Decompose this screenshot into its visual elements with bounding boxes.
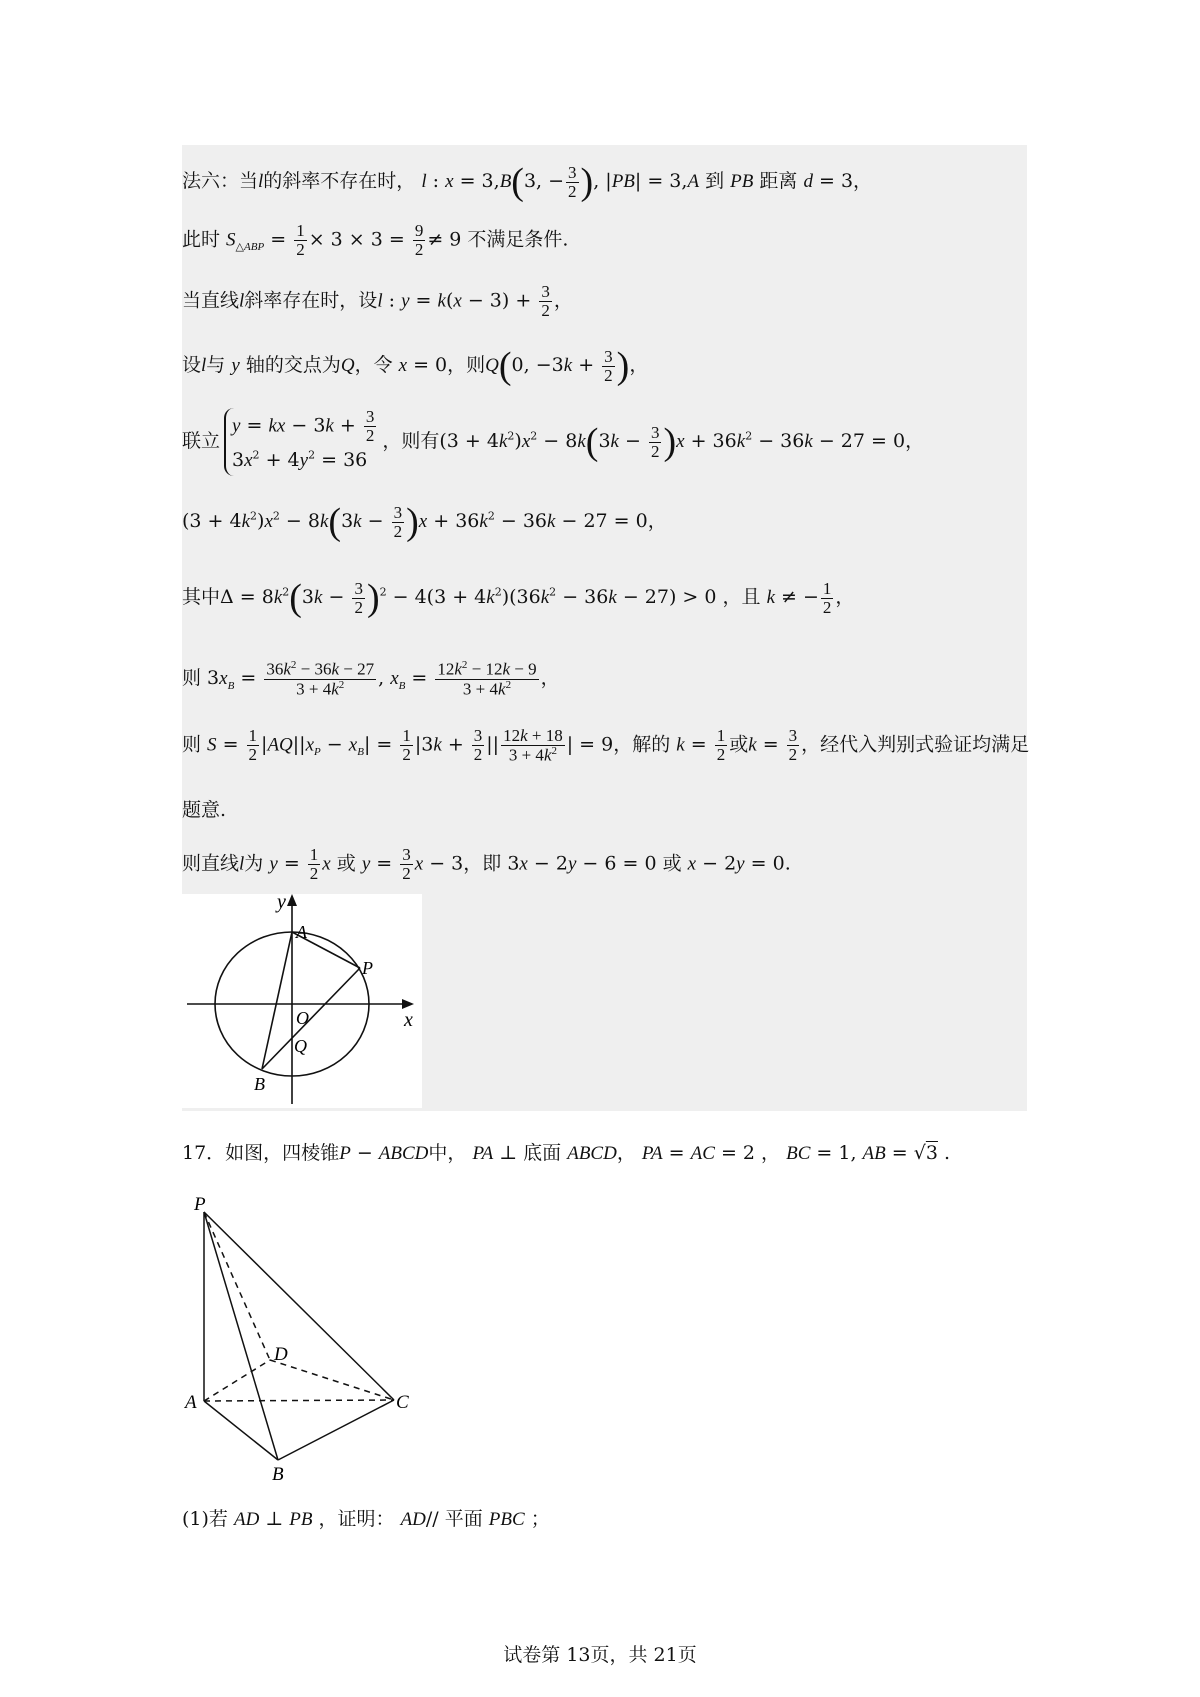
solution-line-8: 则 $3x_B$ = $\frac{36k^2 - 36k - 27}{3 + 4k^2}$ , $x_B$ = $\frac{12k^2 - 12k - 9}{3 + 4k^2}$ ， bbox=[182, 659, 560, 699]
solution-line-4: 设l与 y 轴的交点为Q，令 x = 0，则Q(0, −3k + $\frac{3}{2}$ )， bbox=[182, 345, 649, 387]
label-d: D bbox=[274, 1344, 288, 1365]
edge-pd bbox=[204, 1212, 270, 1360]
solution-line-3: 当直线l斜率存在时，设l : y = k(x − 3) + $\frac{3}{2}$ ， bbox=[182, 282, 573, 320]
solution-line-2: 此时 $S_{\triangle ABP}$ = $\frac{1}{2}$ × 3 × 3 = $\frac{9}{2}$ ≠ 9 不满足条件. bbox=[182, 221, 569, 259]
label-a: A bbox=[185, 1392, 197, 1413]
label-y: y bbox=[277, 894, 286, 913]
edge-ab bbox=[204, 1401, 278, 1460]
solution-line-9: 则 S = $\frac{1}{2}$ $|AQ||x_P - x_B|$ = $\frac{1}{2}$ |3k + $\frac{3}{2}$ || $\frac{12k + 18}{3 + 4k^2}$ | = 9，解的 k = $\frac{1}{2}$ 或k = $\frac{3}{2}$ ，经代入判别式验证均满足 bbox=[182, 726, 1030, 765]
label-c: C bbox=[396, 1392, 409, 1413]
solution-line-10: 题意. bbox=[182, 799, 227, 821]
problem-17-stem: 17．如图，四棱锥P − ABCD中， PA ⊥ 底面 ABCD， PA = AC = 2 ， BC = 1, AB = √3 . bbox=[182, 1142, 951, 1164]
equation-system: y = kx − 3k + $\frac{3}{2}$ $3x^2 + 4y^2 = 36$ bbox=[224, 408, 378, 476]
label-p: P bbox=[362, 958, 373, 978]
edge-ac bbox=[204, 1400, 394, 1401]
label-a: A bbox=[296, 922, 307, 942]
label-p: P bbox=[194, 1194, 206, 1215]
edge-dc bbox=[270, 1360, 394, 1400]
label-q: Q bbox=[294, 1036, 307, 1056]
solution-line-7: 其中$\Delta = 8k^2(3k$ − $\frac{3}{2}$ )$^2 - 4(3 + 4k^2)(36k^2 - 36k - 27) > 0$ ，且 k ≠ − $\frac{1}{2}$ ， bbox=[182, 577, 855, 619]
ellipse-figure bbox=[182, 894, 422, 1108]
page-footer: 试卷第 13页，共 21页 bbox=[503, 1644, 697, 1666]
label-b: B bbox=[254, 1074, 265, 1094]
problem-17-part-1: (1)若 AD ⊥ PB ，证明： AD// 平面 PBC ； bbox=[182, 1508, 550, 1530]
edge-bc bbox=[278, 1400, 394, 1460]
solution-line-6: $(3 + 4k^2)x^2 - 8k(3k$ − $\frac{3}{2}$ )$x + 36k^2 - 36k - 27 = 0$， bbox=[182, 501, 667, 543]
label-b: B bbox=[272, 1464, 284, 1485]
solution-line-5: 联立 y = kx − 3k + $\frac{3}{2}$ $3x^2 + 4y^2 = 36$ ，则有$(3 + 4k^2)x^2 - 8k(3k$ − $\frac{3}{2}$ )$x + 36k^2 - 36k - 27 = 0$， bbox=[182, 408, 924, 476]
pyramid-figure bbox=[182, 1188, 432, 1488]
solution-line-11: 则直线l为 y = $\frac{1}{2}$ x 或 y = $\frac{3}{2}$ x − 3，即 3x − 2y − 6 = 0 或 x − 2y = 0. bbox=[182, 845, 791, 883]
label-x: x bbox=[404, 1009, 413, 1031]
solution-line-1: 法六：当l的斜率不存在时， l : x = 3,B(3, − $\frac{3}{2}$ ), |PB| = 3,A 到 PB 距离 d = 3， bbox=[182, 161, 873, 203]
edge-ad bbox=[204, 1360, 270, 1401]
label-o: O bbox=[296, 1008, 309, 1028]
